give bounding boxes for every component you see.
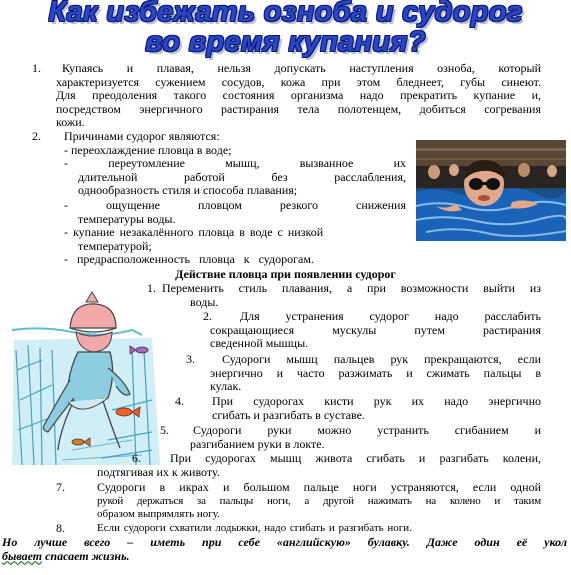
cause-1: - переохлаждение пловца в воде; [64,142,232,157]
action-5-number: 5. [160,423,169,437]
actions-heading: Действие пловца при появлении судорог [175,267,396,281]
item-1-line-2: характеризуется сужением сосудов, кожа при этом бледнеет, губы синеют. [56,74,541,89]
footer-wavy-word: бывает [2,548,43,563]
action-2-line-1: Для устранения судорог надо расслабить [240,309,541,323]
action-3-line-1: Судороги мышц пальцев рук прекращаются, если [222,352,541,366]
action-2-number: 2. [203,309,212,323]
action-6-number: 6. [132,451,141,465]
cause-2-line-1: - переутомление мышц, вызванное их [64,156,406,170]
action-7-line-2: рукой держаться за пальцы ноги, а другой нажимать на колено и таким [97,494,541,507]
footer-line-2 [2,550,567,563]
action-7-line-3: образом выпрямлять ногу. [97,508,220,520]
cause-4-line-1: - купание незакалённого пловца в воде с низкой [64,225,324,239]
item-1-line-4: посредством энергичного растирания тела полотенцем, добиться согревания [56,101,541,116]
action-1-line-1: Переменить стиль плавания, а при возможности выйти из [162,281,541,295]
action-7-number: 7. [56,480,65,494]
cause-5: - предрасположенность пловца к судорогам. [64,252,314,266]
action-4-number: 4. [175,394,184,408]
item-2-intro: Причинами судорог являются: [64,129,220,143]
action-3-number: 3. [186,352,195,366]
action-1-line-2: воды. [190,294,219,309]
cause-4-line-2: температурой; [78,238,152,253]
page-title-line-2: во время купания? [145,26,426,58]
action-5-line-2: разгибанием руки в локте. [190,436,325,451]
cramping-swimmer-illustration [12,290,162,465]
cause-2-line-3: однообразность стиля и способа плавания; [78,183,298,197]
action-2-line-2: сокращающиеся мускулы путем растирания [210,322,541,337]
footer-line-1: Но лучше всего – иметь при себе «английскую» булавку. Даже один её укол [2,535,567,549]
action-7-line-1: Судороги в икрах и большом пальце ноги устраняются, если одной [97,480,541,494]
cause-3-line-1: - ощущение пловцом резкого снижения [64,198,406,212]
page-title-line-1: Как избежать озноба и судорог [48,0,523,28]
item-1-line-5: кожи. [56,115,85,129]
item-2-number: 2. [32,129,41,143]
action-2-line-3: сведенной мышцы. [210,336,309,350]
action-4-line-2: сгибать и разгибать в суставе. [212,407,365,422]
action-3-line-2: энергично и часто разжимать и сжимать пальцы в [210,365,541,380]
action-6-line-1: При судорогах мышц живота сгибать и разгибать колени, [170,451,541,465]
cause-3-line-2: температуры воды. [78,211,176,226]
action-3-line-3: кулак. [210,379,242,393]
action-1-number: 1. [147,281,156,295]
action-4-line-1: При судорогах кисти рук их надо энергично [212,394,541,408]
action-8-line-1: Если судороги схватили лодыжки, надо сгибать и разгибать ноги. [97,522,412,534]
action-6-line-2: подтягивая их к животу. [97,464,220,479]
item-1-line-1: Купаясь и плавая, нельзя допускать наступления озноба, который [62,61,541,75]
action-8-number: 8. [56,521,65,535]
item-1-number: 1. [32,61,41,75]
footer-line-2-rest: спасает жизнь. [42,548,130,563]
cause-2-line-2: длительной работой без расслабления, [78,169,406,184]
item-1-line-3: Для преодоления такого состояния организма надо прекратить купание и, [56,88,541,102]
action-5-line-1: Судороги руки можно устранить сгибанием и [193,423,541,437]
swimming-child-photo [416,140,566,241]
